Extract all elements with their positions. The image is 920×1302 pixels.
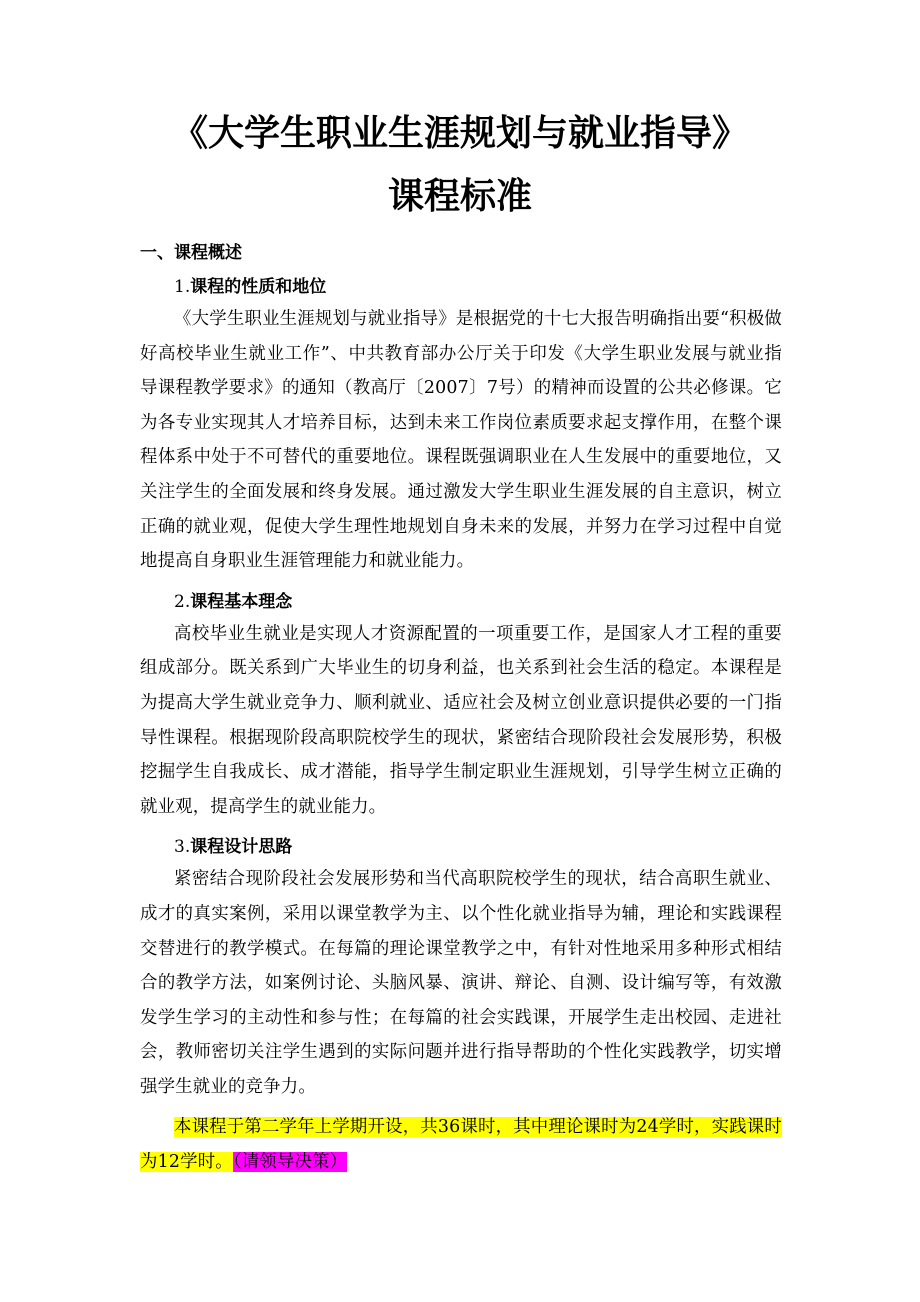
subsection-title: 课程基本理念 [190,591,293,612]
section-heading-overview: 一、课程概述 [140,243,242,263]
subsection-number: 1. [174,277,191,297]
subsection-heading-philosophy [140,583,782,617]
document-body [140,238,782,1180]
subsection-title: 课程设计思路 [190,837,293,858]
subsection-heading-design [140,828,782,862]
document-title: 《大学生职业生涯规划与就业指导》 [171,113,748,154]
paragraph-schedule [140,1110,782,1179]
document-subtitle: 课程标准 [387,176,532,217]
highlighted-schedule-text: 本课程于第二学年上学期开设，共36课时，其中理论课时为24学时，实践课时为12学时。 [140,1117,782,1173]
paragraph-philosophy: 高校毕业生就业是实现人才资源配置的一项重要工作，是国家人才工程的重要组成部分。既关系到广大毕业生的切身利益，也关系到社会生活的稳定。本课程是为提高大学生就业竞争力、顺利就业、适应社会及树立创业意识提供必要的一门指导性课程。根据现阶段高职院校学生的现状，紧密结合现阶段社会发展形势，积极挖掘学生自我成长、成才潜能，指导学生制定职业生涯规划，引导学生树立正确的就业观，提高学生的就业能力。 [140,623,782,817]
paragraph-design: 紧密结合现阶段社会发展形势和当代高职院校学生的现状，结合高职生就业、成才的真实案例，采用以课堂教学为主、以个性化就业指导为辅，理论和实践课程交替进行的教学模式。在每篇的理论课堂教学之中，有针对性地采用多种形式相结合的教学方法，如案例讨论、头脑风暴、演讲、辩论、自测、设计编写等，有效激发学生学习的主动性和参与性；在每篇的社会实践课，开展学生走出校园、走进社会，教师密切关注学生遇到的实际问题并进行指导帮助的个性化实践教学，切实增强学生就业的竞争力。 [140,869,782,1097]
subsection-number: 3. [174,837,191,858]
subsection-heading-nature [140,268,782,302]
highlighted-decision-note: （请领导决策） [232,1152,348,1173]
paragraph-nature: 《大学生职业生涯规划与就业指导》是根据党的十七大报告明确指出要“积极做好高校毕业生就业工作”、中共教育部办公厅关于印发《大学生职业发展与就业指导课程教学要求》的通知（教高厅〔2007〕7号）的精神而设置的公共必修课。它为各专业实现其人才培养目标，达到未来工作岗位素质要求起支撑作用，在整个课程体系中处于不可替代的重要地位。课程既强调职业在人生发展中的重要地位，又关注学生的全面发展和终身发展。通过激发大学生职业生涯发展的自主意识，树立正确的就业观，促使大学生理性地规划自身未来的发展，并努力在学习过程中自觉地提高自身职业生涯管理能力和就业能力。 [140,309,782,572]
subsection-number: 2. [174,591,191,612]
subsection-title: 课程的性质和地位 [190,277,327,297]
